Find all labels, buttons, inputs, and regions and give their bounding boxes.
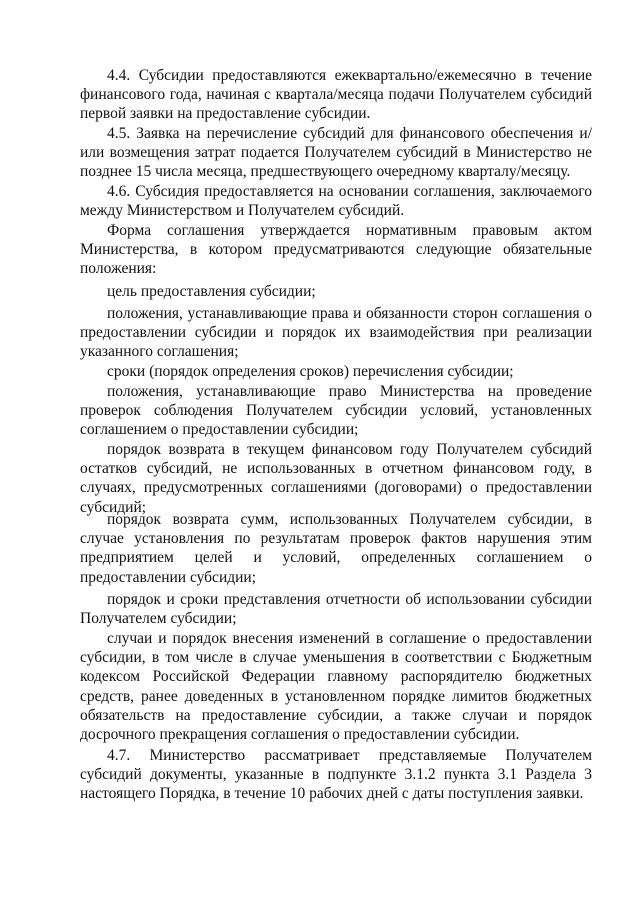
list-item-amendments: случаи и порядок внесения изменений в соглашение о предоставлении субсидии, в том числе в случае уменьшения в соответствии с Бюджетным кодексом Российской Федерации главному распорядителю бюджетных средств, ранее доведенных в установленном порядке лимитов бюджетных обязательств на предоставление субсидии, а также случаи и порядок досрочного прекращения соглашения о предоставлении субсидии. — [80, 630, 592, 744]
paragraph-4-7: 4.7. Министерство рассматривает представляемые Получателем субсидий документы, указанные в подпункте 3.1.2 пункта 3.1 Раздела 3 настоящего Порядка, в течение 10 рабочих дней с даты поступления заявки. — [80, 747, 592, 803]
paragraph-4-4: 4.4. Субсидии предоставляются ежеквартально/ежемесячно в течение финансового года, начиная с квартала/месяца подачи Получателем субсидий первой заявки на предоставление субсидии. — [80, 67, 592, 123]
paragraph-4-6: 4.6. Субсидия предоставляется на основании соглашения, заключаемого между Министерством и Получателем субсидий. — [80, 183, 592, 220]
paragraph-4-5: 4.5. Заявка на перечисление субсидий для финансового обеспечения и/или возмещения затрат подается Получателем субсидий в Министерство не позднее 15 числа месяца, предшествующего очередному кварталу/месяцу. — [80, 125, 592, 181]
list-item-transfer-terms: сроки (порядок определения сроков) перечисления субсидии; — [107, 363, 514, 380]
list-item-balance-return: порядок возврата в текущем финансовом году Получателем субсидий остатков субсидий, не использованных в отчетном финансовом году, в случаях, предусмотренных соглашениями (договорами) о предоставлении субсидий; — [80, 441, 592, 516]
list-item-rights-obligations: положения, устанавливающие права и обязанности сторон соглашения о предоставлении субсидии и порядок их взаимодействия при реализации указанного соглашения; — [80, 305, 592, 361]
list-item-amount-return: порядок возврата сумм, использованных Получателем субсидии, в случае установления по результатам проверок фактов нарушения этим предприятием целей и условий, определенных соглашением о предоставлении субсидии; — [80, 511, 592, 586]
list-item-reporting: порядок и сроки представления отчетности об использовании субсидии Получателем субсидии; — [80, 591, 592, 628]
paragraph-agreement-form: Форма соглашения утверждается нормативным правовым актом Министерства, в котором предусматриваются следующие обязательные положения: — [80, 222, 592, 278]
list-item-inspection-rights: положения, устанавливающие право Министерства на проведение проверок соблюдения Получателем субсидии условий, установленных соглашением о предоставлении субсидии; — [80, 383, 592, 439]
list-item-purpose: цель предоставления субсидии; — [107, 283, 316, 300]
